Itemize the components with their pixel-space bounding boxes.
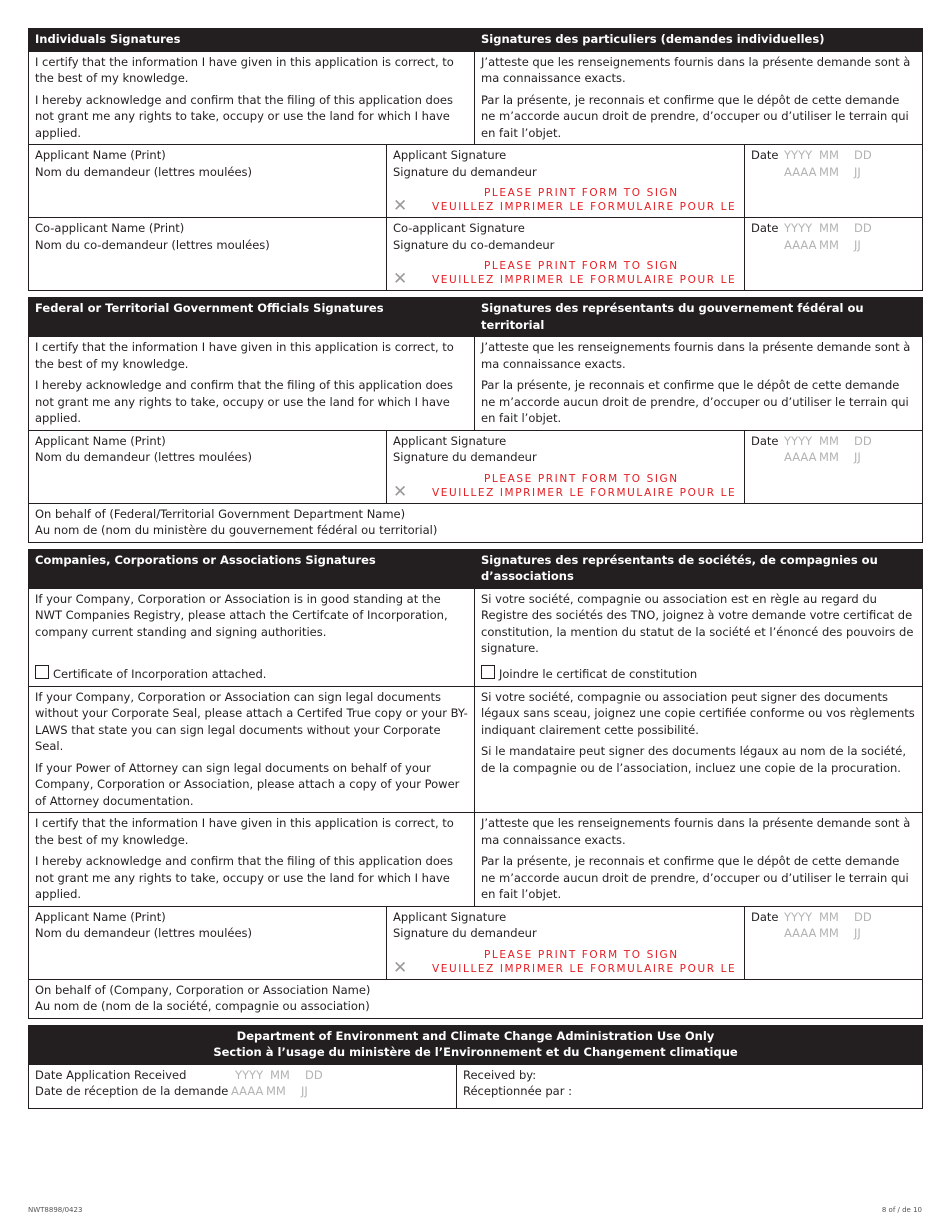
- applicant-signature-field[interactable]: Applicant Signature Signature du demandeur PLEASE PRINT FORM TO SIGN VEUILLEZ IMPRIMER LE FORMULAIRE POUR LE ✕: [387, 430, 745, 503]
- standing-text-fr: Si votre société, compagnie ou association est en règle au regard du Registre des sociétés des TNO, joignez à votre demande votre certificat de constitution, la mention du statut de la société et l’énoncé des pouvoirs de signature. Joindre le certificat de constitution: [475, 588, 923, 686]
- page-number: 8 of / de 10: [881, 1206, 922, 1214]
- print-to-sign-notice: PLEASE PRINT FORM TO SIGN VEUILLEZ IMPRIMER LE FORMULAIRE POUR LE: [432, 187, 737, 213]
- signature-x-icon: ✕: [393, 481, 408, 502]
- certify-text-en: I certify that the information I have given in this application is correct, to the best of my knowledge. I hereby acknowledge and confirm that the filing of this application does not grant me any rights to take, occupy or use the land for which I have applied.: [29, 813, 475, 907]
- government-section: [28, 297, 923, 543]
- date-format-fr: AAAA MM JJ: [784, 237, 861, 252]
- date-field[interactable]: Date YYYY MM DD AAAA MM JJ: [745, 145, 923, 218]
- certify-text-en: I certify that the information I have given in this application is correct, to the best of my knowledge. I hereby acknowledge and confirm that the filing of this application does not grant me any rights to take, occupy or use the land for which I have applied.: [29, 51, 475, 145]
- admin-section: [28, 1025, 923, 1109]
- applicant-name-field[interactable]: Applicant Name (Print) Nom du demandeur (lettres moulées): [29, 430, 387, 503]
- certificate-checkbox-row-fr: Joindre le certificat de constitution: [481, 665, 697, 683]
- admin-title: Department of Environment and Climate Change Administration Use Only Section à l’usage du ministère de l’Environnement et du Changement climatique: [29, 1025, 923, 1064]
- seal-text-fr: Si votre société, compagnie ou association peut signer des documents légaux sans sceau, joignez une copie certifiée conforme ou vos règlements indiquant clairement cette possibilité. Si le mandataire peut signer des documents légaux au nom de la société, de la compagnie ou de l’association, incluez une copie de la procuration.: [475, 686, 923, 813]
- print-to-sign-notice: PLEASE PRINT FORM TO SIGN VEUILLEZ IMPRIMER LE FORMULAIRE POUR LE: [432, 472, 737, 499]
- companies-section: [28, 549, 923, 1019]
- individuals-section: [28, 28, 923, 291]
- individuals-title-fr: Signatures des particuliers (demandes individuelles): [475, 29, 923, 52]
- date-format-fr: AAAA MM JJ: [784, 164, 861, 179]
- joindre-certificat-checkbox[interactable]: [481, 665, 495, 679]
- companies-title-en: Companies, Corporations or Associations Signatures: [29, 549, 475, 588]
- date-format-fr: AAAA MM JJ: [784, 926, 861, 940]
- signature-form-page: [28, 28, 922, 1109]
- signature-x-icon: ✕: [393, 196, 408, 216]
- date-format-en: YYYY MM DD: [784, 909, 872, 924]
- signature-x-icon: ✕: [393, 957, 408, 978]
- applicant-name-field[interactable]: Applicant Name (Print) Nom du demandeur (lettres moulées): [29, 145, 387, 218]
- date-format-fr: AAAA MM JJ: [784, 450, 861, 464]
- date-field[interactable]: Date YYYY MM DD AAAA MM JJ: [745, 430, 923, 503]
- applicant-signature-field[interactable]: Applicant Signature Signature du demandeur PLEASE PRINT FORM TO SIGN VEUILLEZ IMPRIMER LE FORMULAIRE POUR LE ✕: [387, 145, 745, 218]
- seal-text-en: If your Company, Corporation or Association can sign legal documents without your Corporate Seal, please attach a Certifed True copy or your BY-LAWS that state you can sign legal documents without your Corporate Seal. If your Power of Attorney can sign legal documents on behalf of your Company, Corporation or Association, please attach a copy of your Power of Attorney documentation.: [29, 686, 475, 813]
- certificate-checkbox-row-en: Certificate of Incorporation attached.: [35, 665, 266, 683]
- date-format-en: YYYY MM DD: [784, 148, 872, 162]
- coapplicant-signature-field[interactable]: Co-applicant Signature Signature du co-demandeur PLEASE PRINT FORM TO SIGN VEUILLEZ IMPRIMER LE FORMULAIRE POUR LE ✕: [387, 218, 745, 291]
- signature-x-icon: ✕: [393, 269, 408, 289]
- date-field[interactable]: Date YYYY MM DD AAAA MM JJ: [745, 906, 923, 979]
- certify-text-fr: J’atteste que les renseignements fournis dans la présente demande sont à ma connaissance exacts. Par la présente, je reconnais et confirme que le dépôt de cette demande ne m’accorde aucun droit de prendre, d’occuper ou d’utiliser le terrain qui en fait l’objet.: [475, 51, 923, 145]
- form-code: NWT8898/0423: [28, 1206, 83, 1214]
- print-to-sign-notice: PLEASE PRINT FORM TO SIGN VEUILLEZ IMPRIMER LE FORMULAIRE POUR LE: [432, 260, 737, 286]
- certificate-attached-checkbox[interactable]: [35, 665, 49, 679]
- print-to-sign-notice: PLEASE PRINT FORM TO SIGN VEUILLEZ IMPRIMER LE FORMULAIRE POUR LE: [432, 948, 737, 975]
- companies-title-fr: Signatures des représentants de sociétés, de compagnies ou d’associations: [475, 549, 923, 588]
- date-format-en: YYYY MM DD: [784, 221, 872, 235]
- government-title-fr: Signatures des représentants du gouvernement fédéral ou territorial: [475, 298, 923, 337]
- date-field[interactable]: Date YYYY MM DD AAAA MM JJ: [745, 218, 923, 291]
- applicant-name-field[interactable]: Applicant Name (Print) Nom du demandeur (lettres moulées): [29, 906, 387, 979]
- certify-text-en: I certify that the information I have given in this application is correct, to the best of my knowledge. I hereby acknowledge and confirm that the filing of this application does not grant me any rights to take, occupy or use the land for which I have applied.: [29, 337, 475, 431]
- received-by-field[interactable]: Received by: Réceptionnée par :: [457, 1064, 923, 1108]
- standing-text-en: If your Company, Corporation or Association is in good standing at the NWT Companies Registry, please attach the Certifcate of Incorporation, company current standing and signing authorities. Certificate of Incorporation attached.: [29, 588, 475, 686]
- date-format-en: YYYY MM DD: [784, 433, 872, 448]
- coapplicant-name-field[interactable]: Co-applicant Name (Print) Nom du co-demandeur (lettres moulées): [29, 218, 387, 291]
- date-format-en: YYYY MM DD: [235, 1067, 323, 1082]
- certify-text-fr: J’atteste que les renseignements fournis dans la présente demande sont à ma connaissance exacts. Par la présente, je reconnais et confirme que le dépôt de cette demande ne m’accorde aucun droit de prendre, d’occuper ou d’utiliser le terrain qui en fait l’objet.: [475, 337, 923, 431]
- individuals-title-en: Individuals Signatures: [29, 29, 475, 52]
- government-on-behalf-field[interactable]: On behalf of (Federal/Territorial Government Department Name) Au nom de (nom du ministère du gouvernement fédéral ou territorial): [29, 503, 923, 542]
- date-format-fr: AAAA MM JJ: [231, 1084, 308, 1098]
- certify-text-fr: J’atteste que les renseignements fournis dans la présente demande sont à ma connaissance exacts. Par la présente, je reconnais et confirme que le dépôt de cette demande ne m’accorde aucun droit de prendre, d’occuper ou d’utiliser le terrain qui en fait l’objet.: [475, 813, 923, 907]
- date-received-field[interactable]: Date Application Received YYYY MM DD Date de réception de la demande AAAA MM JJ: [29, 1064, 457, 1108]
- company-on-behalf-field[interactable]: On behalf of (Company, Corporation or Association Name) Au nom de (nom de la société, compagnie ou association): [29, 979, 923, 1018]
- government-title-en: Federal or Territorial Government Officials Signatures: [29, 298, 475, 337]
- applicant-signature-field[interactable]: Applicant Signature Signature du demandeur PLEASE PRINT FORM TO SIGN VEUILLEZ IMPRIMER LE FORMULAIRE POUR LE ✕: [387, 906, 745, 979]
